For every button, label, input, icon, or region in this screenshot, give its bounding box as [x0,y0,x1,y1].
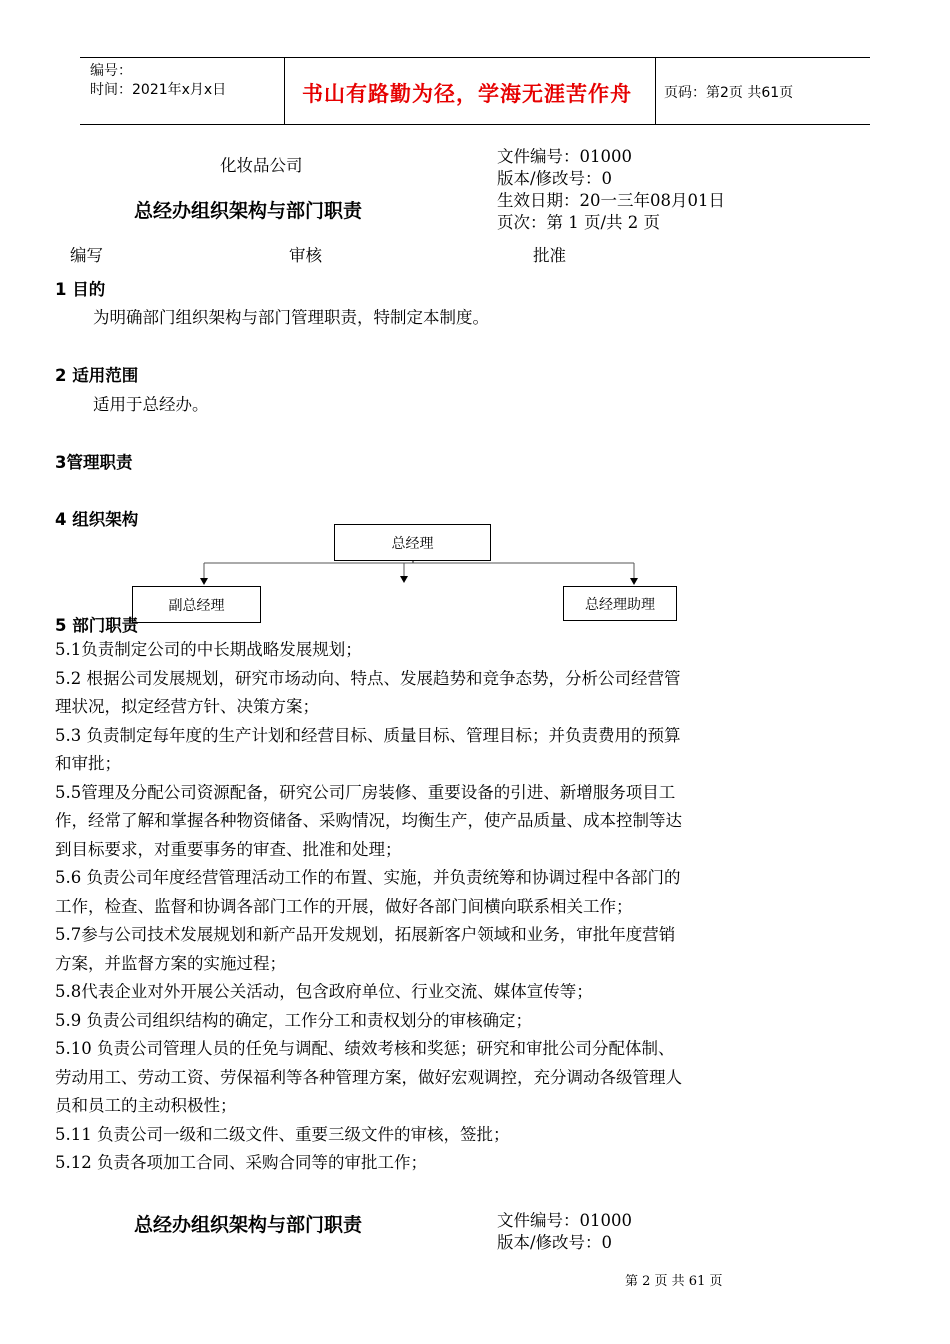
footer-page-number: 第 2 页 共 61 页 [625,1274,723,1289]
signoff-reviewer: 审核 [289,246,322,265]
meta-effective-date: 生效日期：20一三年08月01日 [497,191,725,210]
duty-line: 5.2 根据公司发展规划，研究市场动向、特点、发展趋势和竞争态势，分析公司经营管 [55,668,681,688]
duty-line: 5.7参与公司技术发展规划和新产品开发规划，拓展新客户领域和业务，审批年度营销 [55,925,676,944]
duty-line: 理状况，拟定经营方针、决策方案； [55,697,319,716]
section-3-heading: 3管理职责 [55,453,133,472]
duty-line: 5.9 负责公司组织结构的确定，工作分工和责权划分的审核确定； [55,1010,532,1030]
section-1-text: 为明确部门组织架构与部门管理职责，特制定本制度。 [93,308,489,327]
duty-line: 和审批； [55,754,121,773]
duty-line: 劳动用工、劳动工资、劳保福利等各种管理方案，做好宏观调控，充分调动各级管理人 [55,1067,682,1087]
org-node-deputy-gm: 副总经理 [132,586,261,623]
duty-line: 工作，检查、监督和协调各部门工作的开展，做好各部门间横向联系相关工作； [55,896,633,916]
header-number-label: 编号： [90,63,132,79]
duty-line: 5.3 负责制定每年度的生产计划和经营目标、质量目标、管理目标；并负责费用的预算 [55,725,681,745]
repeat-document-title: 总经办组织架构与部门职责 [134,1214,363,1236]
duty-line: 方案，并监督方案的实施过程； [55,953,286,973]
duties-list [55,636,682,1178]
duty-line: 5.5管理及分配公司资源配备，研究公司厂房装修、重要设备的引进、新增服务项目工 [55,782,676,802]
document-title: 总经办组织架构与部门职责 [134,200,363,222]
company-name: 化妆品公司 [220,156,303,175]
duty-line: 员和员工的主动积极性； [55,1096,237,1115]
duty-line: 5.10 负责公司管理人员的任免与调配、绩效考核和奖惩；研究和审批公司分配体制、 [55,1039,675,1058]
header-motto: 书山有路勤为径，学海无涯苦作舟 [302,82,632,106]
signoff-approver: 批准 [533,246,566,265]
meta-file-number: 文件编号：01000 [497,147,632,166]
section-1-heading: 1 目的 [55,280,106,299]
section-4-heading: 4 组织架构 [55,510,139,529]
section-2-text: 适用于总经办。 [93,395,209,414]
meta-version: 版本/修改号：0 [497,169,613,188]
duty-line: 5.11 负责公司一级和二级文件、重要三级文件的审核，签批； [55,1124,510,1144]
section-5-heading: 5 部门职责 [55,616,139,635]
section-2-heading: 2 适用范围 [55,366,139,385]
duty-line: 5.12 负责各项加工合同、采购合同等的审批工作； [55,1153,427,1172]
duty-line: 5.8代表企业对外开展公关活动，包含政府单位、行业交流、媒体宣传等； [55,982,593,1001]
header-time-label: 时间：2021年x月x日 [90,82,227,98]
duty-line: 5.6 负责公司年度经营管理活动工作的布置、实施，并负责统筹和协调过程中各部门的 [55,868,681,887]
duty-line: 5.1负责制定公司的中长期战略发展规划； [55,640,362,659]
repeat-file-number: 文件编号：01000 [497,1211,632,1230]
repeat-version: 版本/修改号：0 [497,1233,613,1252]
org-node-gm-assistant: 总经理助理 [563,586,677,621]
org-node-general-manager: 总经理 [334,524,491,561]
duty-line: 到目标要求，对重要事务的审查、批准和处理； [55,839,402,859]
header-page-info: 页码：第2页 共61页 [664,85,794,101]
meta-pages: 页次：第 1 页/共 2 页 [497,213,661,232]
signoff-author: 编写 [70,246,103,265]
duty-line: 作，经常了解和掌握各种物资储备、采购情况，均衡生产，使产品质量、成本控制等达 [55,811,682,830]
